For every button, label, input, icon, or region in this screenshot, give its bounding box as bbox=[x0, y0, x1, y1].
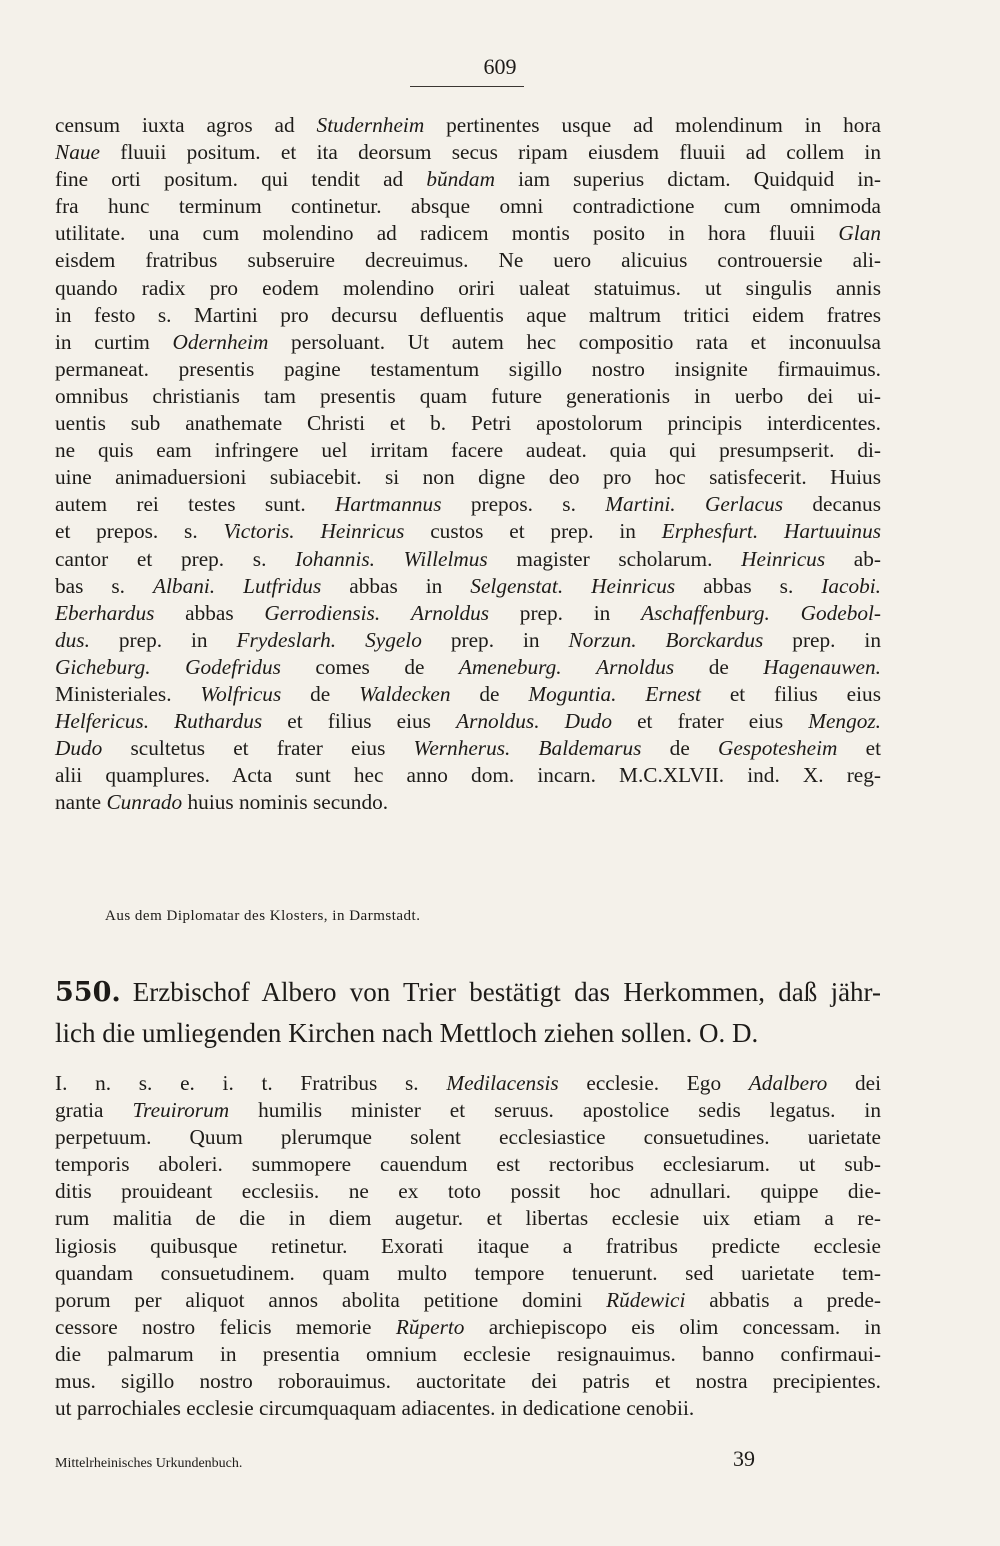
text-run: prep. in bbox=[89, 627, 237, 652]
text-run bbox=[295, 519, 321, 543]
text-run: cantor et prep. s. bbox=[55, 546, 296, 571]
italic-name: Cunrado bbox=[106, 790, 183, 815]
text-run: permaneat. presentis pagine testamentum sigillo nostro insignite firmauimus. bbox=[55, 356, 881, 381]
text-line bbox=[55, 1368, 881, 1395]
text-run bbox=[149, 709, 174, 733]
text-run bbox=[770, 601, 801, 625]
text-line bbox=[55, 1124, 881, 1151]
text-run bbox=[637, 628, 666, 652]
italic-name: Godefridus bbox=[185, 654, 281, 679]
text-line bbox=[55, 1097, 881, 1124]
text-run: iam superius dictam. Quidquid in- bbox=[494, 167, 881, 192]
italic-name: bŭndam bbox=[426, 167, 495, 192]
text-run: prep. in bbox=[421, 627, 569, 652]
text-run bbox=[380, 601, 411, 625]
italic-name: Dudo bbox=[55, 736, 103, 761]
italic-name: Glan bbox=[838, 221, 881, 246]
text-run: censum iuxta agros ad bbox=[55, 113, 317, 137]
italic-name: Albani. bbox=[153, 573, 216, 598]
text-run: et bbox=[837, 736, 881, 761]
text-run: bas s. bbox=[55, 573, 153, 598]
text-line bbox=[55, 708, 881, 735]
text-line bbox=[55, 1341, 881, 1368]
text-run: et frater eius bbox=[611, 709, 809, 734]
text-line bbox=[55, 654, 881, 681]
heading-line-1 bbox=[55, 972, 881, 1013]
italic-name: Eberhardus bbox=[55, 600, 155, 625]
italic-name: dus. bbox=[55, 627, 90, 652]
text-line bbox=[55, 735, 881, 762]
text-run bbox=[510, 736, 538, 760]
italic-name: Hagenauwen. bbox=[763, 654, 881, 679]
italic-name: Iohannis. bbox=[295, 546, 375, 571]
italic-name: Naue bbox=[55, 140, 100, 165]
italic-name: Gerlacus bbox=[704, 492, 784, 517]
text-run: nante bbox=[55, 790, 107, 815]
text-run: mus. sigillo nostro roborauimus. auctoritate dei patris et nostra precipientes. bbox=[55, 1369, 881, 1394]
italic-name: Aschaffenburg. bbox=[641, 600, 770, 625]
text-run: quando radix pro eodem molendino oriri ualeat statuimus. ut singulis annis bbox=[55, 275, 881, 300]
text-run: archiepiscopo eis olim concessam. in bbox=[464, 1314, 881, 1339]
text-run: fluuii positum. et ita deorsum secus ripam eiusdem fluuii ad collem in bbox=[99, 140, 881, 165]
text-line bbox=[55, 681, 881, 708]
italic-name: Selgenstat. bbox=[470, 573, 564, 598]
text-run: magister scholarum. bbox=[487, 546, 742, 571]
text-line bbox=[55, 1178, 881, 1205]
text-line bbox=[55, 220, 881, 247]
italic-name: Waldecken bbox=[359, 681, 451, 706]
text-line bbox=[55, 1287, 881, 1314]
text-run: huius nominis secundo. bbox=[182, 790, 389, 815]
italic-name: Sygelo bbox=[365, 627, 422, 652]
text-run: alii quamplures. Acta sunt hec anno dom. incarn. M.C.XLVII. ind. X. reg- bbox=[55, 763, 881, 788]
text-line bbox=[55, 546, 881, 573]
italic-name: Ernest bbox=[645, 681, 701, 706]
italic-name: Frydeslarh. bbox=[236, 627, 337, 652]
text-run: prep. in bbox=[489, 600, 642, 625]
italic-name: Treuirorum bbox=[132, 1098, 230, 1123]
italic-name: Wernherus. bbox=[413, 736, 511, 761]
text-run: uine animaduersioni subiacebit. si non digne deo pro hoc satisfecerit. Huius bbox=[55, 465, 881, 490]
italic-name: Martini. bbox=[605, 492, 676, 517]
text-run: decanus bbox=[783, 492, 881, 517]
text-run: ut parrochiales ecclesie circumquaquam adiacentes. in dedicatione cenobii. bbox=[55, 1396, 695, 1421]
text-line bbox=[55, 329, 881, 356]
text-run: porum per aliquot annos abolita petitione domini bbox=[55, 1287, 607, 1312]
italic-name: Hartuuinus bbox=[783, 519, 882, 544]
text-line bbox=[55, 518, 881, 545]
text-run: et filius eius bbox=[262, 709, 457, 734]
text-run: de bbox=[281, 681, 360, 706]
text-run: ditis prouideant ecclesiis. ne ex toto possit hoc adnullari. quippe die- bbox=[55, 1179, 881, 1204]
italic-name: Wolfricus bbox=[200, 681, 282, 706]
text-line bbox=[55, 789, 881, 816]
italic-name: Lutfridus bbox=[243, 573, 322, 598]
italic-name: Rŭperto bbox=[395, 1314, 465, 1339]
text-run bbox=[617, 682, 646, 706]
text-run: ne quis eam infringere uel irritam facere audeat. quia qui presumpserit. di- bbox=[55, 438, 881, 463]
italic-name: Erphesfurt. bbox=[661, 519, 759, 544]
text-run: fine orti positum. qui tendit ad bbox=[55, 167, 427, 192]
text-run: utilitate. una cum molendino ad radicem montis posito in hora fluuii bbox=[55, 221, 839, 246]
text-run: autem rei testes sunt. bbox=[55, 492, 335, 517]
italic-name: Baldemarus bbox=[538, 736, 642, 761]
text-run: scultetus et frater eius bbox=[102, 736, 414, 761]
text-run: et prepos. s. bbox=[55, 519, 224, 544]
text-run: ab- bbox=[825, 546, 882, 571]
text-run: omnibus christianis tam presentis quam future generationis in uerbo dei ui- bbox=[55, 383, 881, 408]
text-run: de bbox=[674, 654, 764, 679]
text-run: et filius eius bbox=[700, 681, 881, 706]
text-run: eisdem fratribus subseruire decreuimus. Ne uero alicuius controuersie ali- bbox=[55, 248, 881, 273]
charter-number: 550. bbox=[55, 977, 121, 1008]
italic-name: Norzun. bbox=[568, 627, 637, 652]
text-run: abbatis a prede- bbox=[685, 1287, 881, 1312]
text-run: uentis sub anathemate Christi et b. Petri apostolorum principis interdicentes. bbox=[55, 411, 881, 436]
italic-name: Gerrodiensis. bbox=[264, 600, 381, 625]
text-line bbox=[55, 193, 881, 220]
text-line bbox=[55, 762, 881, 789]
text-run: quandam consuetudinem. quam multo tempore tenuerunt. sed uarietate tem- bbox=[55, 1260, 881, 1285]
text-line bbox=[55, 166, 881, 193]
italic-name: Arnoldus. bbox=[456, 709, 540, 734]
italic-name: Gespotesheim bbox=[717, 736, 838, 761]
italic-name: Gicheburg. bbox=[55, 654, 151, 679]
text-line bbox=[55, 1260, 881, 1287]
text-line bbox=[55, 1395, 881, 1422]
text-run: in curtim bbox=[55, 329, 173, 354]
text-run: gratia bbox=[55, 1098, 133, 1123]
text-run: rum malitia de die in diem augetur. et libertas ecclesie uix etiam a re- bbox=[55, 1206, 881, 1231]
charter-550-heading bbox=[55, 972, 881, 1053]
italic-name: Arnoldus bbox=[596, 654, 675, 679]
italic-name: Dudo bbox=[564, 709, 612, 734]
text-run bbox=[563, 574, 591, 598]
header-rule bbox=[410, 86, 524, 87]
text-line bbox=[55, 627, 881, 654]
italic-name: Heinricus bbox=[320, 519, 405, 544]
text-run: custos et prep. in bbox=[404, 519, 662, 544]
text-run: de bbox=[641, 736, 718, 761]
text-run: pertinentes usque ad molendinum in hora bbox=[424, 113, 881, 137]
footer-book-title: Mittelrheinisches Urkundenbuch. bbox=[55, 1456, 243, 1471]
italic-name: Heinricus bbox=[591, 573, 676, 598]
text-line bbox=[55, 437, 881, 464]
italic-name: Adalbero bbox=[748, 1071, 828, 1095]
text-run: de bbox=[450, 681, 529, 706]
italic-name: Heinricus bbox=[741, 546, 826, 571]
text-line bbox=[55, 1314, 881, 1341]
text-run: prepos. s. bbox=[441, 492, 606, 517]
italic-name: Odernheim bbox=[172, 329, 269, 354]
italic-name: Ruthardus bbox=[174, 709, 263, 734]
italic-name: Studernheim bbox=[316, 113, 425, 137]
text-line bbox=[55, 1070, 881, 1097]
text-run: perpetuum. Quum plerumque solent ecclesiastice consuetudines. uarietate bbox=[55, 1125, 881, 1150]
text-line bbox=[55, 1233, 881, 1260]
text-run bbox=[540, 709, 565, 733]
italic-name: Ameneburg. bbox=[458, 654, 562, 679]
italic-name: Hartmannus bbox=[335, 492, 442, 517]
text-line bbox=[55, 600, 881, 627]
italic-name: Helfericus. bbox=[55, 709, 150, 734]
text-line bbox=[55, 410, 881, 437]
text-run: dei bbox=[827, 1071, 881, 1095]
italic-name: Arnoldus bbox=[410, 600, 490, 625]
text-run: fra hunc terminum continetur. absque omni contradictione cum omnimoda bbox=[55, 194, 881, 219]
page-number: 609 bbox=[483, 54, 517, 79]
italic-name: Iacobi. bbox=[821, 573, 881, 598]
text-run bbox=[336, 628, 365, 652]
text-run bbox=[562, 655, 596, 679]
italic-name: Rŭdewici bbox=[606, 1287, 686, 1312]
heading-line-2: lich die umliegenden Kirchen nach Mettloch ziehen sollen. O. D. bbox=[55, 1018, 759, 1048]
heading-text-1: Erzbischof Albero von Trier bestätigt das Herkommen, daß jähr- bbox=[132, 977, 881, 1007]
text-run: die palmarum in presentia omnium ecclesie resignauimus. banno confirmaui- bbox=[55, 1341, 881, 1366]
text-line bbox=[55, 1151, 881, 1178]
text-run: I. n. s. e. i. t. Fratribus s. bbox=[55, 1071, 447, 1095]
text-line bbox=[55, 247, 881, 274]
text-run: persoluant. Ut autem hec compositio rata et inconuulsa bbox=[268, 329, 881, 354]
text-run: ecclesie. Ego bbox=[558, 1071, 749, 1095]
text-run: prep. in bbox=[763, 627, 881, 652]
text-run: abbas in bbox=[321, 573, 471, 598]
italic-name: Willelmus bbox=[403, 546, 488, 571]
text-run: ligiosis quibusque retinetur. Exorati itaque a fratribus predicte ecclesie bbox=[55, 1233, 881, 1258]
text-line bbox=[55, 383, 881, 410]
text-line bbox=[55, 491, 881, 518]
charter-550-text bbox=[55, 1070, 881, 1422]
text-run: humilis minister et seruus. apostolice sedis legatus. in bbox=[229, 1098, 881, 1123]
italic-name: Mengoz. bbox=[808, 709, 881, 734]
italic-name: Victoris. bbox=[223, 519, 295, 544]
text-run: abbas s. bbox=[675, 573, 822, 598]
text-run bbox=[758, 519, 784, 543]
text-run bbox=[676, 492, 705, 516]
text-line bbox=[55, 275, 881, 302]
text-run bbox=[375, 547, 404, 571]
text-line bbox=[55, 1205, 881, 1232]
text-run: abbas bbox=[154, 600, 265, 625]
text-line bbox=[55, 356, 881, 383]
text-line bbox=[55, 112, 881, 139]
italic-name: Borckardus bbox=[665, 627, 764, 652]
text-run: temporis aboleri. summopere cauendum est rectoribus ecclesiarum. ut sub- bbox=[55, 1152, 881, 1177]
italic-name: Medilacensis bbox=[446, 1071, 559, 1095]
charter-549-text bbox=[55, 112, 881, 816]
footer-signature: 39 bbox=[733, 1446, 755, 1471]
text-run: cessore nostro felicis memorie bbox=[55, 1314, 396, 1339]
italic-name: Moguntia. bbox=[528, 681, 617, 706]
text-run: Ministeriales. bbox=[55, 681, 201, 706]
text-run bbox=[151, 655, 185, 679]
text-line bbox=[55, 573, 881, 600]
text-run: comes de bbox=[280, 654, 459, 679]
text-line bbox=[55, 139, 881, 166]
text-line bbox=[55, 302, 881, 329]
source-note: Aus dem Diplomatar des Klosters, in Darmstadt. bbox=[105, 908, 421, 924]
text-run: in festo s. Martini pro decursu defluentis aque maltrum tritici eidem fratres bbox=[55, 302, 881, 327]
text-run bbox=[215, 574, 243, 598]
italic-name: Godebol- bbox=[800, 600, 882, 625]
text-line bbox=[55, 464, 881, 491]
